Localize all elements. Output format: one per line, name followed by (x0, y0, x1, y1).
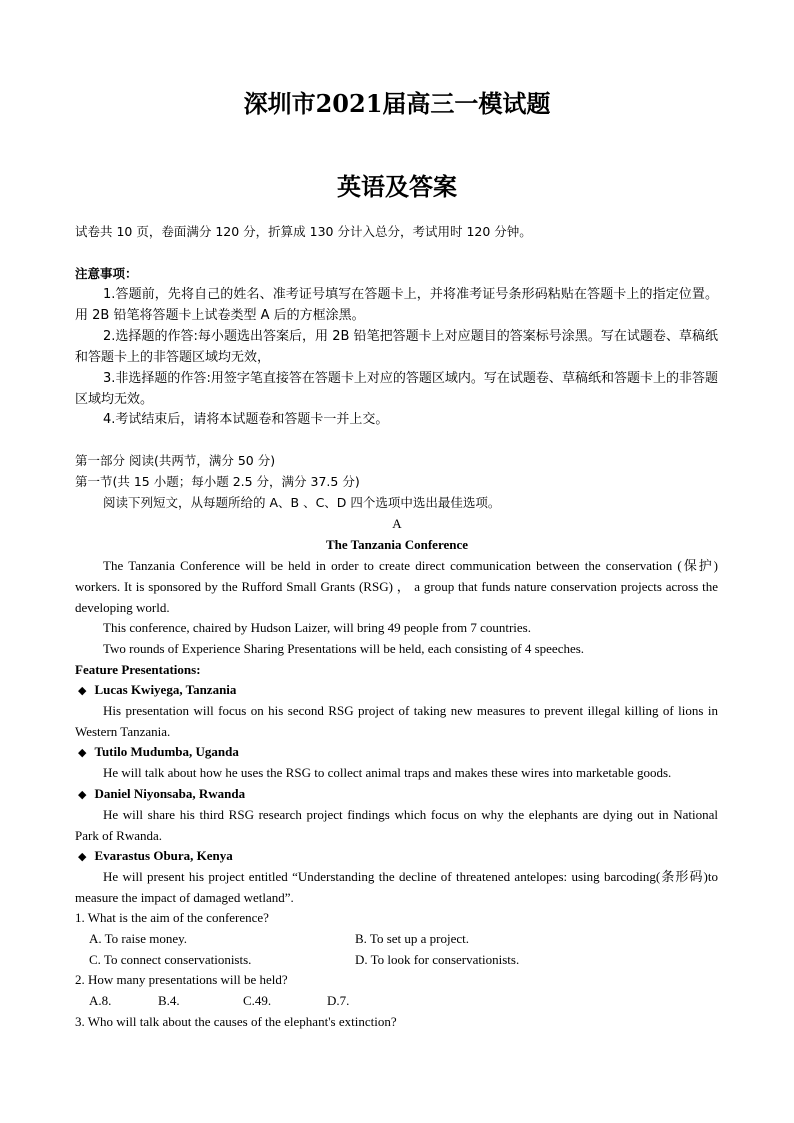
question-1-stem: 1. What is the aim of the conference? (75, 910, 269, 925)
question-3-stem: 3. Who will talk about the causes of the elephant's extinction? (75, 1014, 397, 1029)
question-1-option-d: D. To look for conservationists. (355, 952, 520, 967)
speaker-name: Daniel Niyonsaba, Rwanda (94, 786, 246, 801)
question-2-option-d: D.7. (327, 993, 350, 1008)
speaker-name: Tutilo Mudumba, Uganda (94, 744, 239, 759)
bullet-diamond-icon: ◆ (78, 747, 87, 759)
speaker-description: He will talk about how he uses the RSG to collect animal traps and makes these wires into marketable goods. (103, 765, 672, 780)
question-2-option-a: A.8. (89, 993, 112, 1008)
bullet-diamond-icon: ◆ (78, 789, 87, 801)
bullet-diamond-icon: ◆ (78, 685, 87, 697)
passage-paragraph-2: This conference, chaired by Hudson Laizer, will bring 49 people from 7 countries. (103, 620, 531, 635)
speaker-description: He will share his third RSG research project findings which focus on why the elephants are dying out in National Park of Rwanda. (75, 807, 718, 843)
page-title: 深圳市2021届高三一模试题 (243, 89, 551, 118)
exam-info: 试卷共 10 页，卷面满分 120 分，折算成 130 分计入总分，考试用时 120 分钟。 (75, 224, 532, 239)
speaker-description: He will present his project entitled “Understanding the decline of threatened antelopes: using barcoding(条形码)to measure the impact of damaged wetland”. (75, 869, 718, 905)
notice-item-2: 2.选择题的作答:每小题选出答案后，用 2B 铅笔把答题卡上对应题目的答案标号涂黑。写在试题卷、草稿纸和答题卡上的非答题区域均无效， (75, 329, 718, 365)
passage-title: The Tanzania Conference (325, 537, 469, 552)
question-1-option-b: B. To set up a project. (355, 931, 470, 946)
speaker-name: Lucas Kwiyega, Tanzania (94, 682, 237, 697)
notice-item-1: 1.答题前，先将自己的姓名、准考证号填写在答题卡上，并将准考证号条形码粘贴在答题卡上的指定位置。用 2B 铅笔将答题卡上试卷类型 A 后的方框涂黑。 (75, 287, 718, 323)
speaker-item (78, 680, 236, 701)
speaker-item (78, 742, 239, 763)
question-2-option-c: C.49. (243, 993, 272, 1008)
speaker-item (78, 846, 233, 867)
question-2-option-b: B.4. (158, 993, 180, 1008)
reading-instruction: 阅读下列短文，从每题所给的 A、B 、C、D 四个选项中选出最佳选项。 (103, 495, 501, 510)
notice-item-4: 4.考试结束后，请将本试题卷和答题卡一并上交。 (103, 412, 389, 427)
notices-heading: 注意事项： (75, 266, 138, 281)
passage-label: A (392, 516, 402, 531)
section1-heading: 第一节(共 15 小题；每小题 2.5 分，满分 37.5 分) (75, 474, 360, 489)
question-1-option-c: C. To connect conservationists. (89, 952, 252, 967)
notice-item-3: 3.非选择题的作答:用签字笔直接答在答题卡上对应的答题区域内。写在试题卷、草稿纸和答题卡上的非答题区域均无效。 (75, 371, 718, 407)
passage-paragraph-1: The Tanzania Conference will be held in order to create direct communication between the conservation (保护) workers. It is sponsored by the Rufford Small Grants (RSG) ， a group that funds nature conservation projects across the developing world. (75, 558, 718, 615)
question-1-option-a: A. To raise money. (89, 931, 188, 946)
question-2-stem: 2. How many presentations will be held? (75, 972, 288, 987)
passage-paragraph-3: Two rounds of Experience Sharing Presentations will be held, each consisting of 4 speeches. (103, 641, 585, 656)
bullet-diamond-icon: ◆ (78, 851, 87, 863)
part1-heading: 第一部分 阅读(共两节，满分 50 分) (75, 453, 276, 468)
speaker-description: His presentation will focus on his second RSG project of taking new measures to prevent illegal killing of lions in Western Tanzania. (75, 703, 718, 739)
feature-heading: Feature Presentations: (75, 662, 201, 677)
speaker-name: Evarastus Obura, Kenya (94, 848, 233, 863)
speaker-item (78, 784, 245, 805)
page-subtitle: 英语及答案 (337, 172, 457, 201)
